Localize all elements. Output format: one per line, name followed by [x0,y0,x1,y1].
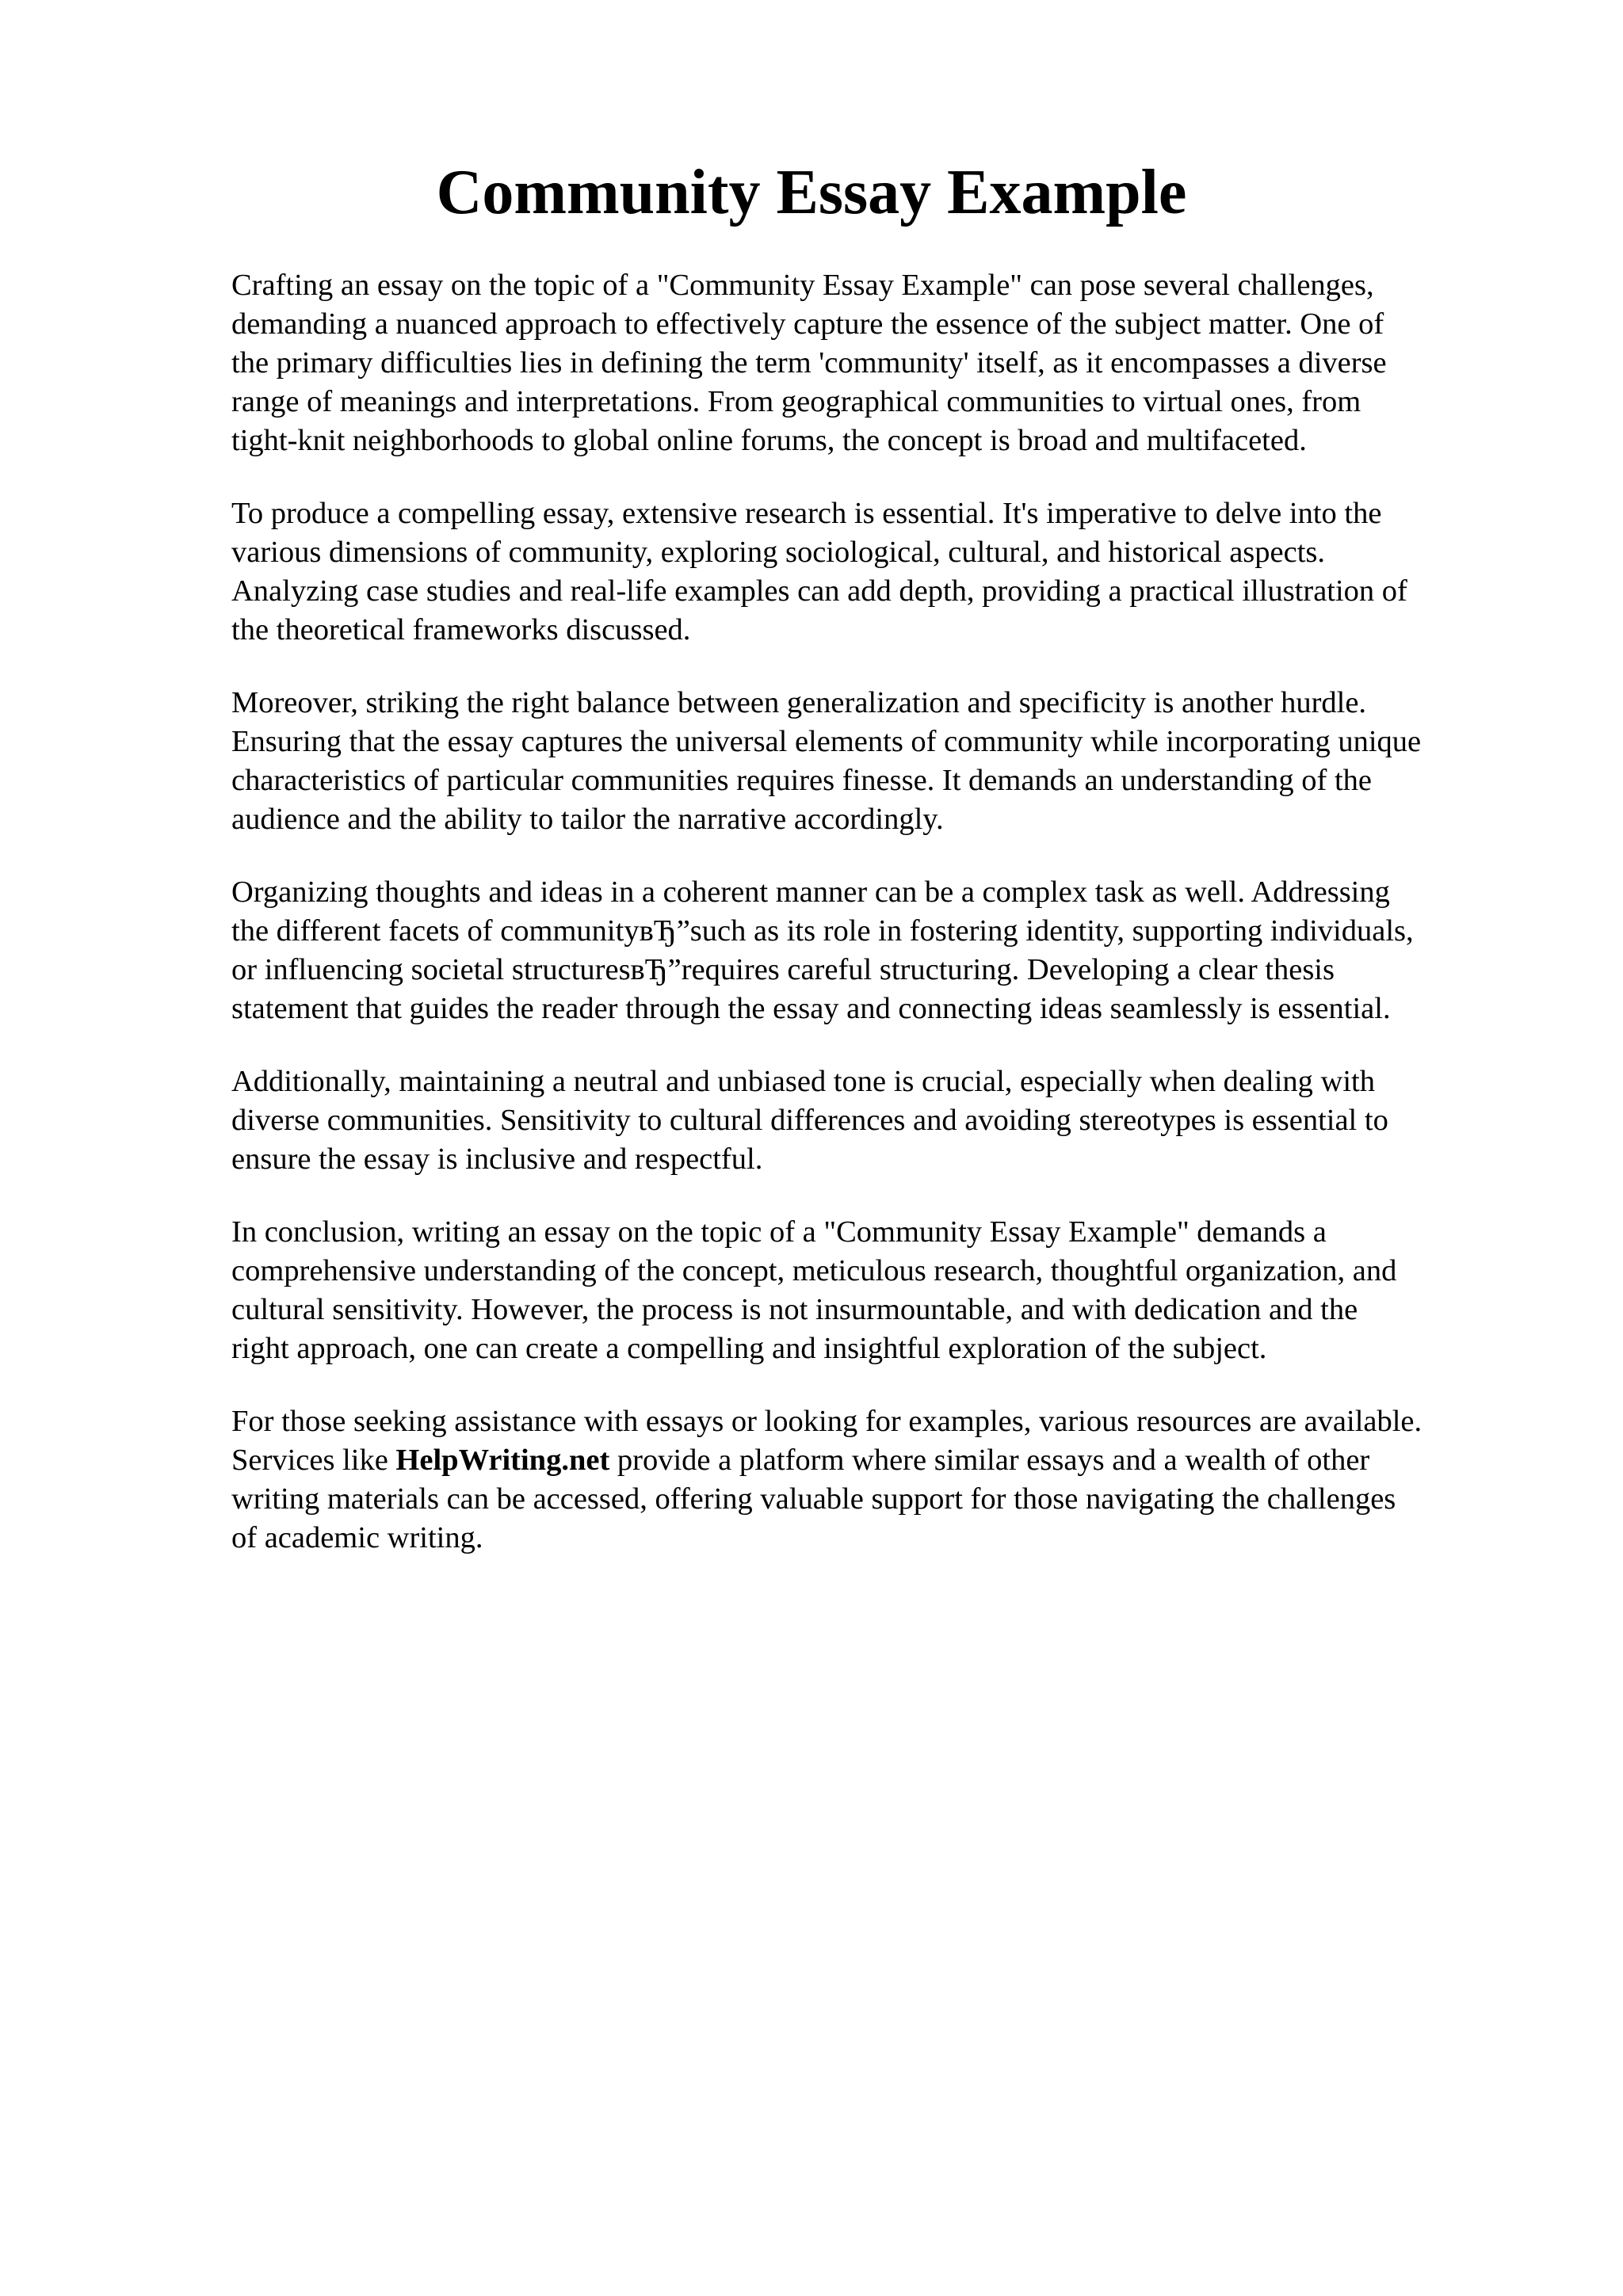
text-line: Moreover, striking the right balance between generalization and specificity is another hurdle. [231,686,1367,719]
text-line: demanding a nuanced approach to effectively capture the essence of the subject matter. One of [231,307,1384,341]
text-line: Organizing thoughts and ideas in a coherent manner can be a complex task as well. Addressing [231,875,1390,909]
text-line: range of meanings and interpretations. From geographical communities to virtual ones, from [231,385,1361,418]
paragraph-2 [231,494,1531,650]
paragraph-6 [231,1213,1531,1368]
paragraph-1 [231,266,1531,460]
text-line: comprehensive understanding of the concept, meticulous research, thoughtful organization, and [231,1254,1397,1287]
text-line: audience and the ability to tailor the narrative accordingly. [231,803,944,836]
paragraph-7 [231,1402,1531,1558]
text-line: the theoretical frameworks discussed. [231,613,691,646]
text-line: Additionally, maintaining a neutral and unbiased tone is crucial, especially when dealing with [231,1065,1375,1098]
page-title: Community Essay Example [436,158,1187,227]
text-line: statement that guides the reader through the essay and connecting ideas seamlessly is essential. [231,992,1391,1025]
paragraph-3 [231,684,1531,839]
text-fragment: provide a platform where similar essays and a wealth of other [609,1444,1370,1477]
paragraph-5 [231,1062,1531,1179]
text-line: In conclusion, writing an essay on the topic of a "Community Essay Example" demands a [231,1215,1327,1249]
text-line: diverse communities. Sensitivity to cultural differences and avoiding stereotypes is essential to [231,1104,1388,1137]
paragraph-4 [231,873,1531,1028]
text-line: or influencing societal structuresвЂ”requires careful structuring. Developing a clear thesis [231,953,1335,986]
helpwriting-link[interactable]: HelpWriting.net [395,1444,610,1477]
text-line: Crafting an essay on the topic of a "Community Essay Example" can pose several challenges, [231,269,1374,302]
text-line: Analyzing case studies and real-life examples can add depth, providing a practical illustration of [231,574,1407,608]
text-line: characteristics of particular communities requires finesse. It demands an understanding of the [231,764,1372,797]
text-line: various dimensions of community, exploring sociological, cultural, and historical aspects. [231,536,1326,569]
text-line-with-link [231,1441,1531,1480]
text-line: the primary difficulties lies in defining the term 'community' itself, as it encompasses a diverse [231,346,1387,379]
text-line: the different facets of communityвЂ”such as its role in fostering identity, supporting individuals, [231,914,1414,948]
text-line: Ensuring that the essay captures the universal elements of community while incorporating unique [231,725,1422,758]
text-line: cultural sensitivity. However, the process is not insurmountable, and with dedication and the [231,1293,1358,1326]
text-line: To produce a compelling essay, extensive research is essential. It's imperative to delve into the [231,497,1382,530]
text-line: tight-knit neighborhoods to global online forums, the concept is broad and multifaceted. [231,424,1307,457]
essay-body [231,266,1531,1592]
text-fragment: Services like [231,1444,396,1477]
text-line: For those seeking assistance with essays or looking for examples, various resources are available. [231,1405,1423,1438]
text-line: writing materials can be accessed, offering valuable support for those navigating the challenges [231,1482,1396,1516]
text-line: right approach, one can create a compelling and insightful exploration of the subject. [231,1332,1267,1365]
text-line: of academic writing. [231,1521,483,1554]
text-line: ensure the essay is inclusive and respectful. [231,1142,763,1176]
